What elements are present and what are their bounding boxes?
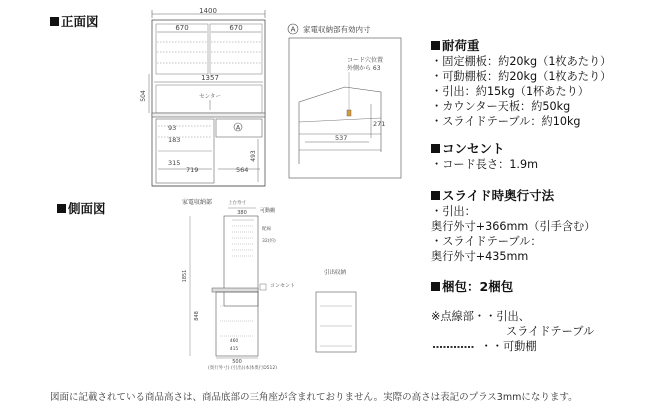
specs-load: 耐荷重 ・固定棚板：約20kg（1枚あたり） ・可動棚板：約20kg（1枚あたり） ・引出：約15kg（1杯あたり） ・カウンター天板：約50kg ・スライドテーブル：約10kg <box>431 38 612 128</box>
side-view-drawing <box>172 196 372 372</box>
depth-note: (奥行外寸) (引出)(本体奥行D512) <box>208 366 278 371</box>
slide-item: ・スライドテーブル： <box>431 235 542 248</box>
dim-height-upper: 504 <box>140 90 147 102</box>
slide-item: ・引出： <box>431 205 476 218</box>
dim-315: 315 <box>168 159 181 167</box>
legend-line-2: スライドテーブル <box>506 325 595 338</box>
dim-1851: 1851 <box>182 269 188 283</box>
dim-500: 500 <box>232 359 242 365</box>
load-item: ・可動棚板：約20kg（1枚あたり） <box>431 70 612 83</box>
specs-legend <box>431 309 594 354</box>
front-marker-a: A <box>235 124 241 132</box>
consent-label: コンセント <box>270 283 296 289</box>
dim-564: 564 <box>236 166 249 174</box>
legend-line-3: ・・可動棚 <box>480 340 537 353</box>
legend-line-3-row <box>431 339 594 354</box>
dim-overall-width: 1400 <box>199 7 217 15</box>
dim-shelf-right: 670 <box>229 24 243 32</box>
cord-label-2: 外側から 63 <box>347 65 381 72</box>
front-view-heading: 正面図 <box>50 12 99 30</box>
dim-inner-width: 1357 <box>201 74 219 82</box>
dim-460: 460 <box>229 339 239 344</box>
dim-537: 537 <box>335 134 348 142</box>
load-item: ・固定棚板：約20kg（1枚あたり） <box>431 55 612 68</box>
heading-square-icon <box>431 144 440 153</box>
heading-square-icon <box>50 17 59 26</box>
outlet-item: ・コード長さ：1.9m <box>431 158 539 171</box>
appliance-label: 家電収納部 <box>182 199 213 206</box>
movable-label: 可動棚 <box>260 208 276 214</box>
side-view-heading: 側面図 <box>57 199 106 217</box>
dim-93: 93 <box>168 124 177 132</box>
heading-square-icon <box>431 191 440 200</box>
load-item: ・スライドテーブル：約10kg <box>431 115 581 128</box>
dim-height-493: 493 <box>250 150 257 162</box>
legend-line-1: ※点線部・・引出、 <box>431 310 530 323</box>
specs-package: 梱包：2梱包 <box>431 277 513 295</box>
load-item: ・引出：約15kg（1杯あたり） <box>431 85 589 98</box>
footer-note: 図面に記載されている商品高さは、商品底部の三角座が含まれておりません。実際の高さは表記のプラス3mmになります。 <box>50 392 578 403</box>
heading-square-icon <box>57 204 66 213</box>
cord-label-1: コード穴位置 <box>347 57 384 64</box>
dim-848: 848 <box>194 311 200 321</box>
specs-outlet: コンセント ・コード長さ：1.9m <box>431 141 539 171</box>
drawer-label: 引出収納 <box>324 270 347 276</box>
center-label: センター <box>199 94 221 100</box>
dim-380: 380 <box>237 210 247 216</box>
detail-marker: A <box>290 25 296 34</box>
front-view-drawing <box>140 6 280 192</box>
pitch-label: 32(約) <box>262 239 276 244</box>
wiring-label: 配線 <box>262 227 271 232</box>
detail-title: 家電収納部有効内寸 <box>303 25 371 34</box>
slide-item: 奥行外寸+435mm <box>431 250 529 263</box>
load-item: ・カウンター天板：約50kg <box>431 100 571 113</box>
dim-271: 271 <box>373 120 386 128</box>
top-marker-label: 上台寿寸 <box>228 201 246 206</box>
detail-a-drawing <box>285 22 405 182</box>
heading-square-icon <box>431 41 440 50</box>
dim-183: 183 <box>168 136 181 144</box>
heading-square-icon <box>431 282 440 291</box>
dim-415: 415 <box>229 347 239 352</box>
dim-719: 719 <box>186 166 199 174</box>
dotted-line-icon <box>431 343 477 351</box>
slide-item: 奥行外寸+366mm（引手含む） <box>431 220 596 233</box>
dim-shelf-left: 670 <box>175 24 189 32</box>
specs-slide-depth: スライド時奥行寸法 ・引出： 奥行外寸+366mm（引手含む） ・スライドテーブル： 奥行外寸+435mm <box>431 188 596 263</box>
